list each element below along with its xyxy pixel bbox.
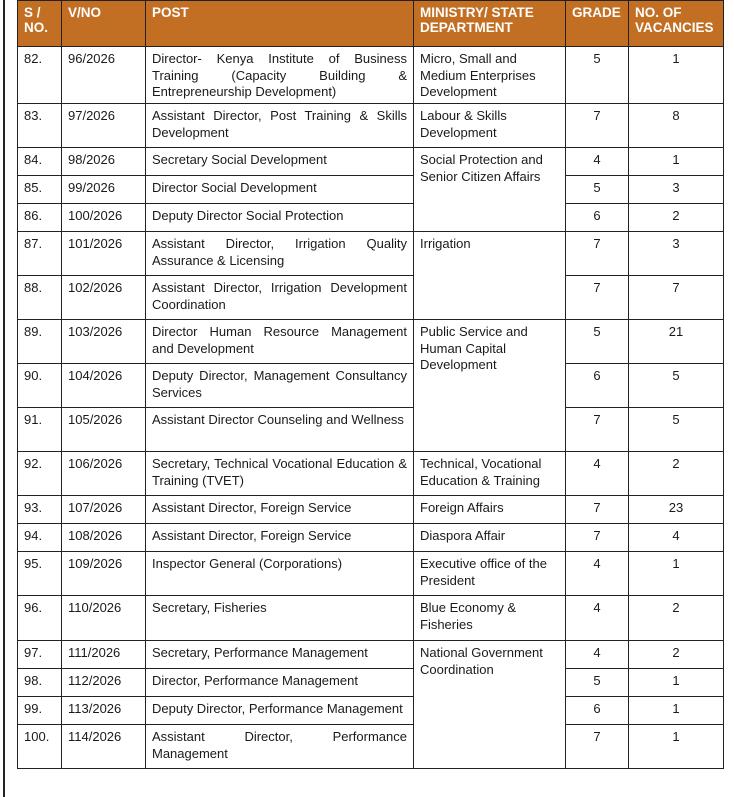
table-row (18, 408, 724, 452)
cell-grade: 4 (566, 641, 629, 669)
cell-post: Assistant Director, Irrigation Development Coordination (146, 276, 414, 320)
cell-vno: 96/2026 (62, 47, 146, 104)
cell-vno: 112/2026 (62, 669, 146, 697)
cell-grade: 7 (566, 232, 629, 276)
cell-sn: 85. (18, 176, 62, 204)
cell-vno: 104/2026 (62, 364, 146, 408)
table-row (18, 47, 724, 104)
cell-vacancies: 3 (629, 176, 724, 204)
table-row (18, 204, 724, 232)
table-row (18, 669, 724, 697)
cell-post: Deputy Director Social Protection (146, 204, 414, 232)
cell-post: Secretary Social Development (146, 148, 414, 176)
table-row (18, 104, 724, 148)
cell-vno: 102/2026 (62, 276, 146, 320)
cell-vno: 108/2026 (62, 524, 146, 552)
cell-post: Assistant Director, Foreign Service (146, 524, 414, 552)
cell-grade: 5 (566, 176, 629, 204)
cell-ministry: Foreign Affairs (414, 496, 566, 524)
cell-post: Assistant Director, Foreign Service (146, 496, 414, 524)
cell-vacancies: 2 (629, 641, 724, 669)
cell-vno: 105/2026 (62, 408, 146, 452)
table-row (18, 232, 724, 276)
table-row (18, 725, 724, 769)
cell-ministry: Micro, Small and Medium Enterprises Development (414, 47, 566, 104)
cell-post: Director Social Development (146, 176, 414, 204)
table-header-row (18, 1, 724, 47)
cell-vacancies: 2 (629, 596, 724, 641)
cell-vno: 110/2026 (62, 596, 146, 641)
cell-ministry: National Government Coordination (414, 641, 566, 769)
cell-grade: 6 (566, 697, 629, 725)
header-sn: S / NO. (18, 1, 62, 47)
cell-vacancies: 1 (629, 669, 724, 697)
table-row (18, 364, 724, 408)
cell-ministry: Technical, Vocational Education & Training (414, 452, 566, 496)
page-left-rule (3, 0, 5, 797)
cell-sn: 95. (18, 552, 62, 596)
cell-grade: 5 (566, 47, 629, 104)
cell-vno: 97/2026 (62, 104, 146, 148)
cell-ministry: Social Protection and Senior Citizen Affairs (414, 148, 566, 232)
cell-post: Secretary, Technical Vocational Education & Training (TVET) (146, 452, 414, 496)
cell-vno: 114/2026 (62, 725, 146, 769)
cell-vno: 103/2026 (62, 320, 146, 364)
cell-vacancies: 23 (629, 496, 724, 524)
cell-vno: 99/2026 (62, 176, 146, 204)
cell-sn: 94. (18, 524, 62, 552)
cell-post: Deputy Director, Performance Management (146, 697, 414, 725)
cell-sn: 89. (18, 320, 62, 364)
cell-sn: 92. (18, 452, 62, 496)
cell-grade: 4 (566, 148, 629, 176)
table-row (18, 320, 724, 364)
cell-vacancies: 1 (629, 552, 724, 596)
cell-vno: 113/2026 (62, 697, 146, 725)
cell-post: Secretary, Fisheries (146, 596, 414, 641)
cell-vacancies: 1 (629, 697, 724, 725)
cell-sn: 100. (18, 725, 62, 769)
cell-vacancies: 1 (629, 47, 724, 104)
cell-post: Assistant Director Counseling and Wellness (146, 408, 414, 452)
header-ministry: MINISTRY/ STATE DEPARTMENT (414, 1, 566, 47)
table-row (18, 596, 724, 641)
cell-vacancies: 7 (629, 276, 724, 320)
cell-sn: 84. (18, 148, 62, 176)
header-vacancies: NO. OF VACANCIES (629, 1, 724, 47)
cell-vacancies: 5 (629, 364, 724, 408)
cell-grade: 4 (566, 452, 629, 496)
cell-ministry: Blue Economy & Fisheries (414, 596, 566, 641)
cell-vacancies: 5 (629, 408, 724, 452)
header-vno: V/NO (62, 1, 146, 47)
cell-post: Deputy Director, Management Consultancy Services (146, 364, 414, 408)
table-row (18, 176, 724, 204)
table-row (18, 641, 724, 669)
cell-grade: 4 (566, 596, 629, 641)
cell-vno: 98/2026 (62, 148, 146, 176)
cell-post: Director- Kenya Institute of Business Training (Capacity Building & Entrepreneurship Development) (146, 47, 414, 104)
cell-sn: 82. (18, 47, 62, 104)
cell-vno: 109/2026 (62, 552, 146, 596)
cell-ministry: Public Service and Human Capital Development (414, 320, 566, 452)
header-post: POST (146, 1, 414, 47)
cell-sn: 99. (18, 697, 62, 725)
cell-sn: 88. (18, 276, 62, 320)
table-row (18, 697, 724, 725)
cell-grade: 7 (566, 408, 629, 452)
table-row (18, 452, 724, 496)
cell-sn: 86. (18, 204, 62, 232)
table-row (18, 276, 724, 320)
cell-grade: 7 (566, 496, 629, 524)
header-grade: GRADE (566, 1, 629, 47)
cell-vacancies: 1 (629, 148, 724, 176)
cell-ministry: Irrigation (414, 232, 566, 320)
cell-grade: 7 (566, 524, 629, 552)
cell-vno: 107/2026 (62, 496, 146, 524)
cell-sn: 83. (18, 104, 62, 148)
cell-ministry: Diaspora Affair (414, 524, 566, 552)
cell-grade: 7 (566, 276, 629, 320)
cell-vacancies: 1 (629, 725, 724, 769)
vacancies-table (17, 0, 724, 769)
cell-post: Assistant Director, Performance Management (146, 725, 414, 769)
cell-vno: 111/2026 (62, 641, 146, 669)
cell-grade: 5 (566, 320, 629, 364)
cell-grade: 7 (566, 104, 629, 148)
cell-vacancies: 2 (629, 204, 724, 232)
table-row (18, 496, 724, 524)
cell-post: Assistant Director, Post Training & Skills Development (146, 104, 414, 148)
cell-vacancies: 3 (629, 232, 724, 276)
cell-ministry: Executive office of the President (414, 552, 566, 596)
cell-grade: 4 (566, 552, 629, 596)
cell-post: Director Human Resource Management and Development (146, 320, 414, 364)
cell-sn: 98. (18, 669, 62, 697)
cell-sn: 90. (18, 364, 62, 408)
cell-vno: 101/2026 (62, 232, 146, 276)
cell-post: Director, Performance Management (146, 669, 414, 697)
cell-sn: 93. (18, 496, 62, 524)
cell-post: Inspector General (Corporations) (146, 552, 414, 596)
cell-vacancies: 2 (629, 452, 724, 496)
table-row (18, 524, 724, 552)
cell-grade: 6 (566, 364, 629, 408)
cell-vno: 106/2026 (62, 452, 146, 496)
cell-vacancies: 8 (629, 104, 724, 148)
cell-vno: 100/2026 (62, 204, 146, 232)
table-row (18, 552, 724, 596)
cell-grade: 5 (566, 669, 629, 697)
cell-grade: 7 (566, 725, 629, 769)
table-row (18, 148, 724, 176)
cell-ministry: Labour & Skills Development (414, 104, 566, 148)
cell-post: Secretary, Performance Management (146, 641, 414, 669)
cell-sn: 96. (18, 596, 62, 641)
cell-sn: 91. (18, 408, 62, 452)
cell-vacancies: 21 (629, 320, 724, 364)
cell-sn: 97. (18, 641, 62, 669)
cell-vacancies: 4 (629, 524, 724, 552)
cell-post: Assistant Director, Irrigation Quality Assurance & Licensing (146, 232, 414, 276)
cell-grade: 6 (566, 204, 629, 232)
cell-sn: 87. (18, 232, 62, 276)
